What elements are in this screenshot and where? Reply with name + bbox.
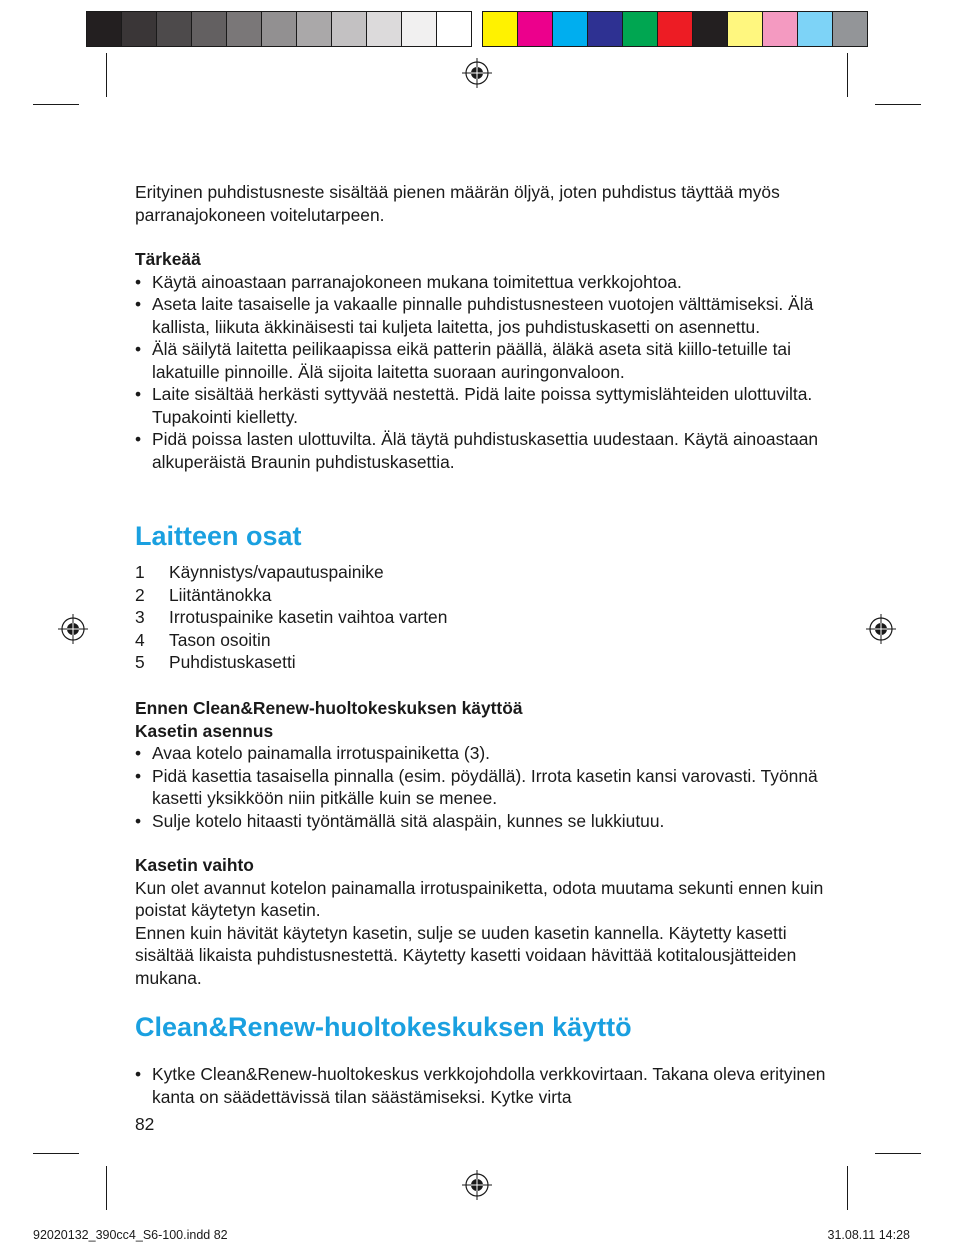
color-swatch (261, 11, 297, 47)
footer-file-info: 92020132_390cc4_S6-100.indd 82 (33, 1228, 228, 1242)
color-swatch (86, 11, 122, 47)
crop-mark (33, 104, 79, 105)
color-swatch (797, 11, 833, 47)
color-swatch (552, 11, 588, 47)
footer-date: 31.08.11 14:28 (827, 1228, 910, 1242)
usage-list (135, 1063, 835, 1108)
list-item: • Aseta laite tasaiselle ja vakaalle pinnalle puhdistusnesteen vuotojen välttämiseksi. Älä kallista, liikuta äkkinäisesti tai kuljeta laitetta, jos puhdistuskasetti on asennettu. (135, 293, 835, 338)
important-section (135, 248, 835, 473)
crop-mark (106, 53, 107, 97)
color-swatch (622, 11, 658, 47)
list-item: • Pidä poissa lasten ulottuvilta. Älä täytä puhdistuskasettia uudestaan. Käytä ainoastaan alkuperäistä Braunin puhdistuskasettia. (135, 428, 835, 473)
crop-mark (847, 1166, 848, 1210)
important-heading: Tärkeää (135, 249, 201, 269)
color-swatch (482, 11, 518, 47)
parts-heading: Laitteen osat (135, 521, 302, 551)
usage-section (135, 1011, 835, 1108)
list-item: • Sulje kotelo hitaasti työntämällä sitä alaspäin, kunnes se lukkiutuu. (135, 810, 835, 833)
replacement-heading: Kasetin vaihto (135, 855, 254, 875)
parts-list (135, 561, 835, 674)
crop-mark (33, 1153, 79, 1154)
list-item: • Laite sisältää herkästi syttyvää nestettä. Pidä laite poissa syttymislähteiden ulottuvilta. Tupakointi kielletty. (135, 383, 835, 428)
color-swatch (587, 11, 623, 47)
color-swatch (762, 11, 798, 47)
parts-section (135, 520, 835, 674)
color-swatch (517, 11, 553, 47)
color-swatch (296, 11, 332, 47)
page-number: 82 (135, 1114, 155, 1134)
before-use-heading: Ennen Clean&Renew-huoltokeskuksen käyttöä (135, 698, 523, 718)
grayscale-color-bar (86, 11, 471, 47)
replacement-paragraph: Kun olet avannut kotelon painamalla irrotuspainiketta, odota muutama sekunti ennen kuin poistat käytetyn kasetin. (135, 877, 824, 920)
color-swatch (401, 11, 437, 47)
color-swatch (366, 11, 402, 47)
color-swatch (156, 11, 192, 47)
before-use-section (135, 697, 835, 832)
registration-mark-icon (866, 614, 896, 644)
color-swatch (226, 11, 262, 47)
registration-mark-icon (58, 614, 88, 644)
important-list (135, 271, 835, 474)
installation-subheading: Kasetin asennus (135, 720, 274, 741)
list-item: • Kytke Clean&Renew-huoltokeskus verkkojohdolla verkkovirtaan. Takana oleva erityinen kanta on säädettävissä tilan säästämiseksi. Kytke virta (135, 1063, 835, 1108)
list-item: 3 Irrotuspainike kasetin vaihtoa varten (135, 607, 448, 627)
list-item: 4 Tason osoitin (135, 629, 271, 650)
installation-list (135, 742, 835, 832)
list-item: • Avaa kotelo painamalla irrotuspainiketta (3). (135, 742, 835, 765)
process-color-bar (482, 11, 867, 47)
color-swatch (331, 11, 367, 47)
crop-mark (875, 1153, 921, 1154)
list-item: • Älä säilytä laitetta peilikaapissa eikä patterin päällä, äläkä aseta sitä kiillo-tetuille tai lakatuille pinnoille. Älä sijoita laitetta suoraan auringonvaloon. (135, 338, 835, 383)
crop-mark (875, 104, 921, 105)
crop-mark (106, 1166, 107, 1210)
color-swatch (692, 11, 728, 47)
list-item: 1 Käynnistys/vapautuspainike (135, 562, 384, 582)
list-item: • Pidä kasettia tasaisella pinnalla (esim. pöydällä). Irrota kasetin kansi varovasti. Työnnä kasetti yksikköön niin pitkälle kuin se menee. (135, 765, 835, 810)
list-item: • Käytä ainoastaan parranajokoneen mukana toimitettua verkkojohtoa. (135, 271, 835, 294)
color-swatch (121, 11, 157, 47)
color-swatch (436, 11, 472, 47)
color-swatch (832, 11, 868, 47)
intro-paragraph: Erityinen puhdistusneste sisältää pienen määrän öljyä, joten puhdistus täyttää myös parranajokoneen voitelutarpeen. (135, 182, 780, 225)
color-swatch (727, 11, 763, 47)
usage-heading: Clean&Renew-huoltokeskuksen käyttö (135, 1012, 632, 1042)
intro-section (135, 181, 835, 226)
replacement-section (135, 854, 835, 989)
replacement-paragraph: Ennen kuin hävität käytetyn kasetin, sulje se uuden kasetin kannella. Käytetty kasetti sisältää likaista puhdistusnestettä. Käytetty kasetti voidaan hävittää kotitalousjätteiden mukana. (135, 922, 797, 988)
crop-mark (847, 53, 848, 97)
color-swatch (191, 11, 227, 47)
color-swatch (657, 11, 693, 47)
registration-mark-icon (462, 1170, 492, 1200)
registration-mark-icon (462, 58, 492, 88)
list-item: 5 Puhdistuskasetti (135, 652, 296, 672)
list-item: 2 Liitäntänokka (135, 584, 272, 605)
